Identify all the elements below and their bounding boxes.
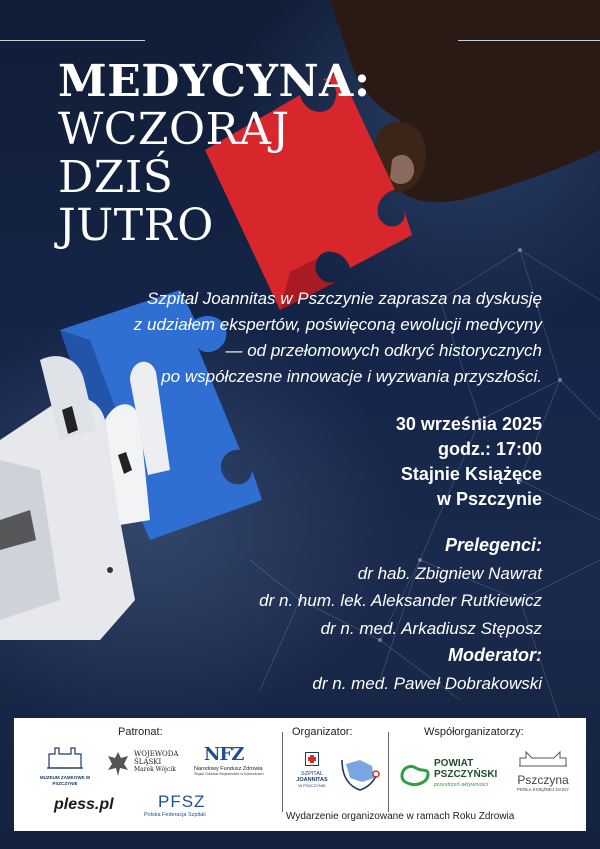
muzeum-label: MUZEUM ZAMKOWE W PSZCZYNIE — [39, 775, 91, 786]
event-details — [396, 412, 542, 512]
joannitas-line: JOANNITAS — [296, 777, 328, 783]
moderator-heading: Moderator: — [448, 645, 542, 665]
joannitas-logo — [288, 752, 336, 788]
wojewoda-line: WOJEWODA — [134, 750, 179, 758]
nfz-name: Narodowy Fundusz Zdrowia — [194, 766, 263, 772]
title-line: DZIŚ — [58, 152, 174, 203]
title-line: JUTRO — [58, 200, 214, 251]
pfsz-mark: PFSZ — [158, 792, 206, 811]
powiat-line: POWIAT — [434, 758, 474, 769]
pless-label: pless.pl — [54, 796, 114, 813]
intro-line: po współczesne innowacje i wyzwania przyszłości. — [161, 367, 542, 386]
speakers-heading: Prelegenci: — [444, 535, 542, 555]
nfz-branch: Śląski Oddział Wojewódzki w Katowicach — [194, 772, 264, 776]
pfsz-logo — [144, 792, 244, 818]
sponsor-footer — [14, 718, 586, 831]
powiat-mark-icon — [398, 760, 430, 788]
title-line: MEDYCYNA: — [58, 56, 371, 107]
speaker-name: dr hab. Zbigniew Nawrat — [357, 563, 542, 583]
speaker-name: dr n. hum. lek. Aleksander Rutkiewicz — [259, 591, 542, 610]
organizator-label: Organizator: — [292, 726, 353, 738]
joannitas-line: W PSZCZYNIE — [298, 783, 326, 788]
speaker-name: dr n. med. Arkadiusz Stęposz — [320, 618, 542, 638]
footer-divider — [282, 732, 283, 812]
powiat-tagline: przestrzeń aktywności — [434, 782, 489, 788]
event-time: godz.: 17:00 — [437, 439, 542, 459]
page-title — [58, 56, 371, 251]
pszczyna-tagline: PERŁA KSIĘŻNEJ DAISY — [516, 787, 570, 792]
intro-line: Szpital Joannitas w Pszczynie zaprasza na dyskusję — [147, 289, 542, 308]
event-venue-city: w Pszczynie — [436, 489, 542, 509]
wojewoda-line: Marek Wójcik — [134, 766, 176, 773]
muzeum-logo — [36, 744, 94, 787]
cross-icon — [305, 752, 319, 766]
intro-line: z udziałem ekspertów, poświęconą ewolucji medycyny — [133, 315, 542, 334]
powiat-line: PSZCZYŃSKI — [434, 769, 498, 780]
top-rule-right — [458, 40, 600, 41]
footer-note: Wydarzenie organizowane w ramach Roku Zdrowia — [286, 811, 515, 822]
robot-hand-icon — [0, 356, 170, 640]
wspolorganizatorzy-label: Współorganizatorzy: — [424, 726, 524, 738]
intro-text — [72, 286, 542, 390]
wojewoda-line: ŚLĄSKI — [134, 758, 162, 766]
castle-icon — [45, 744, 85, 770]
pfsz-name: Polska Federacja Szpitali — [144, 812, 206, 818]
pszczyna-name: Pszczyna — [517, 773, 569, 787]
joannitas-line: SZPITAL — [301, 771, 323, 777]
title-line: WCZORAJ — [58, 104, 290, 155]
speakers-section — [259, 532, 542, 697]
patronat-label: Patronat: — [118, 726, 163, 738]
palace-icon — [518, 748, 568, 768]
event-date: 30 września 2025 — [395, 414, 542, 434]
nfz-logo — [194, 744, 280, 776]
top-rule-left — [0, 40, 145, 41]
event-venue: Stajnie Książęce — [400, 464, 542, 484]
intro-line: — od przełomowych odkryć historycznych — [225, 341, 542, 360]
pless-logo — [54, 796, 114, 814]
eagle-icon — [106, 750, 130, 778]
stethoscope-map-icon — [336, 752, 382, 798]
nfz-mark: NFZ — [204, 744, 244, 765]
footer-divider — [388, 732, 389, 812]
pszczyna-logo — [510, 748, 576, 792]
moderator-name: dr n. med. Paweł Dobrakowski — [312, 673, 542, 693]
